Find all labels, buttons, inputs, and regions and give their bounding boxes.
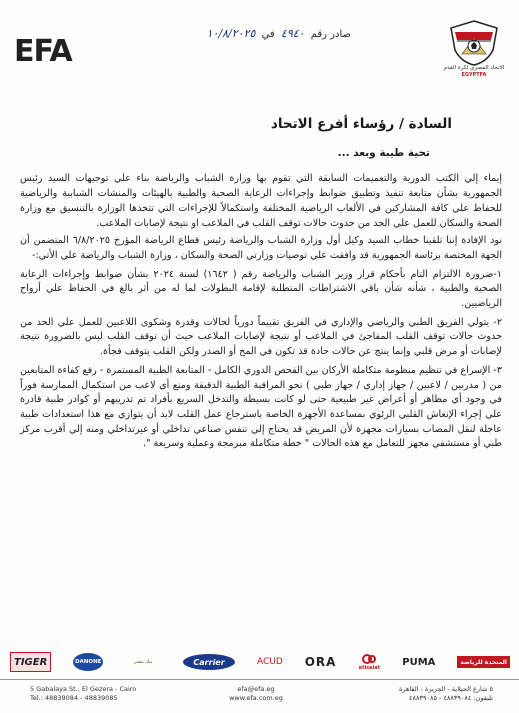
etisalat-icon [362,653,376,665]
issue-number: ٤٩٤٠ [280,27,305,40]
letter-body [20,117,502,455]
footer-web-contact [211,685,301,703]
issue-label: صادر رقم [310,29,351,40]
footer-website[interactable]: www.efa.com.eg [229,694,283,702]
sponsor-carrier-logo: Carrier [183,654,235,670]
crest-text-en: EGYPTFA [461,72,487,78]
footer-divider [0,679,519,680]
recipient-line: السادة / رؤساء أفرع الاتحاد [270,116,452,132]
sponsor-acud-logo: ACUD [256,657,283,667]
sponsor-strip [10,650,510,674]
sponsor-united-sports-logo: المتحدة للرياضة [457,656,510,668]
date-label: في [261,29,275,40]
footer-email[interactable]: efa@efa.eg [237,685,275,693]
footer-address-en [30,685,136,703]
issue-reference [204,27,351,40]
recommendation-item-2: ٢- يتولي الفريق الطبي والرياضي والإداري في الفريق تقييماً دورياً لحالات وقدرة وشكوى اللاعبين للعمل علي الحد من حدوث حالات توقف القلب المفاجئ في الملاعب أو نتيجة لإصابات الملاعب حيث أن توقف القلب ليس بالضرورة نتيجة لإصابات أو مرض قلبي وإنما ينتج عن حالات حادة قد تكون في المخ أو الصدر ولكن القلب يتوقف فجأة. [20,316,502,358]
crest-icon [449,20,499,66]
sponsor-bank-logo: بنك مصر [133,659,153,665]
efa-logo: EFA [14,34,72,69]
address-ar-line1: ٥ شارع الجبلاية - الجزيرة - القاهرة [399,685,493,693]
footer-address-ar [399,685,493,703]
etisalat-label: etisalat [358,665,381,671]
recommendation-item-1: ١-ضرورة الالتزام التام بأحكام قرار وزير الشباب والرياضة رقم ( ١٦٤٢) لسنة ٢٠٢٤ بشأن ضوابط وإجراءات الرعاية الصحية والطبية ، شأنه شأن باقي الاشتراطات المتطلبة لإقامة البطولات لما له من أثر بالغ في الحفاظ علي أرواح الرياضيين. [20,268,502,310]
paragraph-intro: إيماء إلي الكتب الدورية والتعميمات السابقة التي تقوم بها وزارة الشباب والرياضة بناء علي توجيهات السيد رئيس الجمهورية بشأن متابعة تنفيذ وتطبيق ضوابط وإجراءات الرعاية الصحية والطبية بالهيئات والمنشات الشبابية والرياضية للحفاظ علي كافة المشاركين في الألعاب الرياضية المختلفة واستكمالاً للإجراءات التي تتخذها الوزارة بالتنسيق مع وزارة الصحة والسكان للعمل علي الحد من حدوث حالات توقف القلب في الملاعب او نتيجة لإصابات الملاعب. [20,173,502,229]
greeting-line: تحية طيبة وبعد ... [337,146,430,159]
address-ar-line2: تليفون: ٤٨٨٣٩٠٨٤ - ٤٨٨٣٩٠٨٥ [409,694,493,702]
sponsor-danone-logo: DANONE [73,653,103,671]
recommendation-item-3: ٣- الإسراع في تنظيم منظومة متكاملة الأركان بين الفحص الدوري الكامل - المتابعة الطبية المستمرة - رفع كفاءة المتابعين من ( مدربين / لاعبين / جهاز إداري / جهاز طبي ) نحو المراقبة الطبية الدقيقة ومنع أي لاعب من استكمال الممارسة فوراً في وجود أي مظاهر أو أعراض غير طبيعية حتى لو كانت بسيطة والتدخل السريع بأفراد تم تدريبهم أو كوادر طبية قادرة علي إجراء الإنعاش القلبي الرئوي بمساعدة الأجهزة الخاصة باسترجاع عمل القلب لابد أن يتوازي مع هذا استعدادات طبية عاجلة لنقل المصاب بسيارات مجهزة لأن المريض قد يحتاج إلي تنفس صناعي تداخلي أو غيرتداخلي ومنه إلي أقرب مركز طبي أو مستشفي مجهز للتعامل مع هذه الحالات " خطة متكاملة مبرمجة وعملية وسريعة ". [20,364,502,450]
address-en-line2: Tel.: 48839084 - 48839085 [30,694,118,702]
efa-crest [443,20,505,88]
sponsor-puma-logo: PUMA [402,656,436,668]
crest-text-ar: الاتحاد المصري لكرة القدم [443,65,505,71]
sponsor-tiger-logo: TIGER [10,652,51,672]
address-en-line1: 5 Gabalaya St., El Gezera - Cairo [30,685,137,693]
paragraph-notification: نود الإفادة إننا تلقينا خطاب السيد وكيل أول وزارة الشباب والرياضة رئيس قطاع الرياضة المؤرخ ٦/٨/٢٠٢٥ المتضمن أن الجهة المختصة برئاسة الجمهورية قد وافقت علي توصيات وزارتي الصحة والسكان ، وزارة الشباب والرياضة علي الأتي:- [20,235,502,261]
sponsor-etisalat-logo [358,651,380,673]
crest-caption [443,65,505,79]
sponsor-ora-logo: ORA [304,655,337,669]
issue-date: ١٠/٨/٢٠٢٥ [206,27,256,40]
letterhead [0,0,519,95]
